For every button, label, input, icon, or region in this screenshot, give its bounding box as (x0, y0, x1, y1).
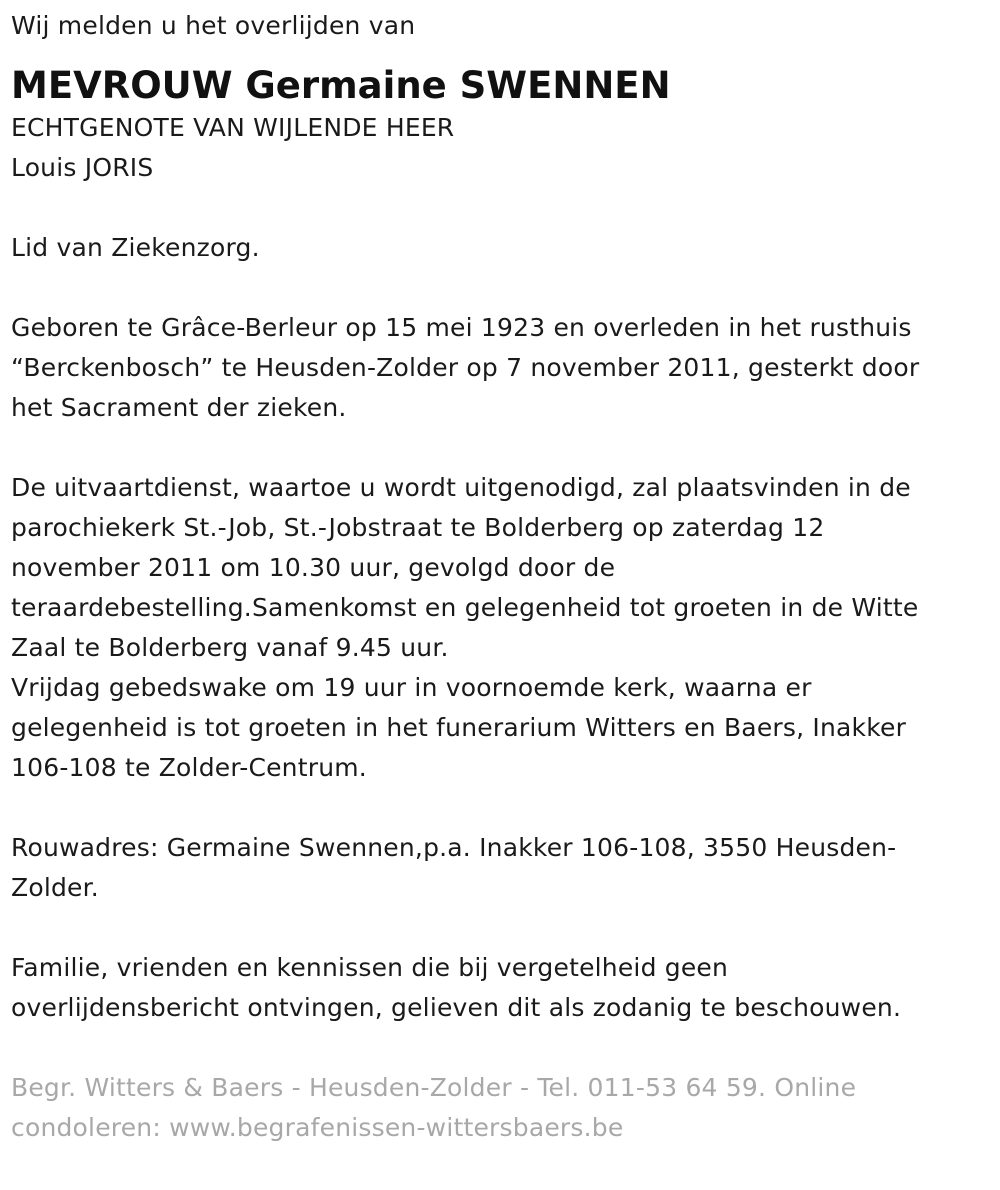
mourning-address (11, 828, 986, 908)
spacer (11, 1028, 986, 1068)
paragraph-line: “Berckenbosch” te Heusden-Zolder op 7 november 2011, gesterkt door (11, 353, 920, 382)
paragraph-line: overlijdensbericht ontvingen, gelieven dit als zodanig te beschouwen. (11, 993, 902, 1022)
spacer (11, 428, 986, 468)
deceased-name: MEVROUW Germaine SWENNEN (11, 64, 671, 107)
paragraph-line: Zolder. (11, 873, 99, 902)
paragraph-line: het Sacrament der zieken. (11, 393, 347, 422)
paragraph-line: teraardebestelling.Samenkomst en gelegenheid tot groeten in de Witte (11, 593, 919, 622)
paragraph-line: november 2011 om 10.30 uur, gevolgd door de (11, 553, 616, 582)
paragraph-line: Rouwadres: Germaine Swennen,p.a. Inakker 106-108, 3550 Heusden- (11, 833, 897, 862)
paragraph-line: Zaal te Bolderberg vanaf 9.45 uur. (11, 633, 449, 662)
obituary-notice (11, 6, 986, 1148)
spacer (11, 188, 986, 228)
notice-paragraph (11, 948, 986, 1028)
spacer (11, 908, 986, 948)
paragraph-line: gelegenheid is tot groeten in het funerarium Witters en Baers, Inakker (11, 713, 907, 742)
intro-text: Wij melden u het overlijden van (11, 11, 416, 40)
spacer (11, 268, 986, 308)
spouse-line-1: ECHTGENOTE VAN WIJLENDE HEER (11, 113, 455, 142)
paragraph-line: 106-108 te Zolder-Centrum. (11, 753, 367, 782)
paragraph-line: parochiekerk St.-Job, St.-Jobstraat te Bolderberg op zaterdag 12 (11, 513, 825, 542)
spacer (11, 788, 986, 828)
funeral-paragraph (11, 468, 986, 788)
footer-line: Begr. Witters & Baers - Heusden-Zolder - Tel. 011-53 64 59. Online (11, 1073, 857, 1102)
paragraph-line: Familie, vrienden en kennissen die bij vergetelheid geen (11, 953, 729, 982)
paragraph-line: Geboren te Grâce-Berleur op 15 mei 1923 en overleden in het rusthuis (11, 313, 912, 342)
paragraph-line: De uitvaartdienst, waartoe u wordt uitgenodigd, zal plaatsvinden in de (11, 473, 911, 502)
membership-text: Lid van Ziekenzorg. (11, 233, 260, 262)
paragraph-line: Vrijdag gebedswake om 19 uur in voornoemde kerk, waarna er (11, 673, 812, 702)
birth-death-paragraph (11, 308, 986, 428)
footer-line: condoleren: www.begrafenissen-wittersbaers.be (11, 1113, 624, 1142)
funeral-home-footer (11, 1068, 986, 1148)
spouse-line-2: Louis JORIS (11, 153, 154, 182)
